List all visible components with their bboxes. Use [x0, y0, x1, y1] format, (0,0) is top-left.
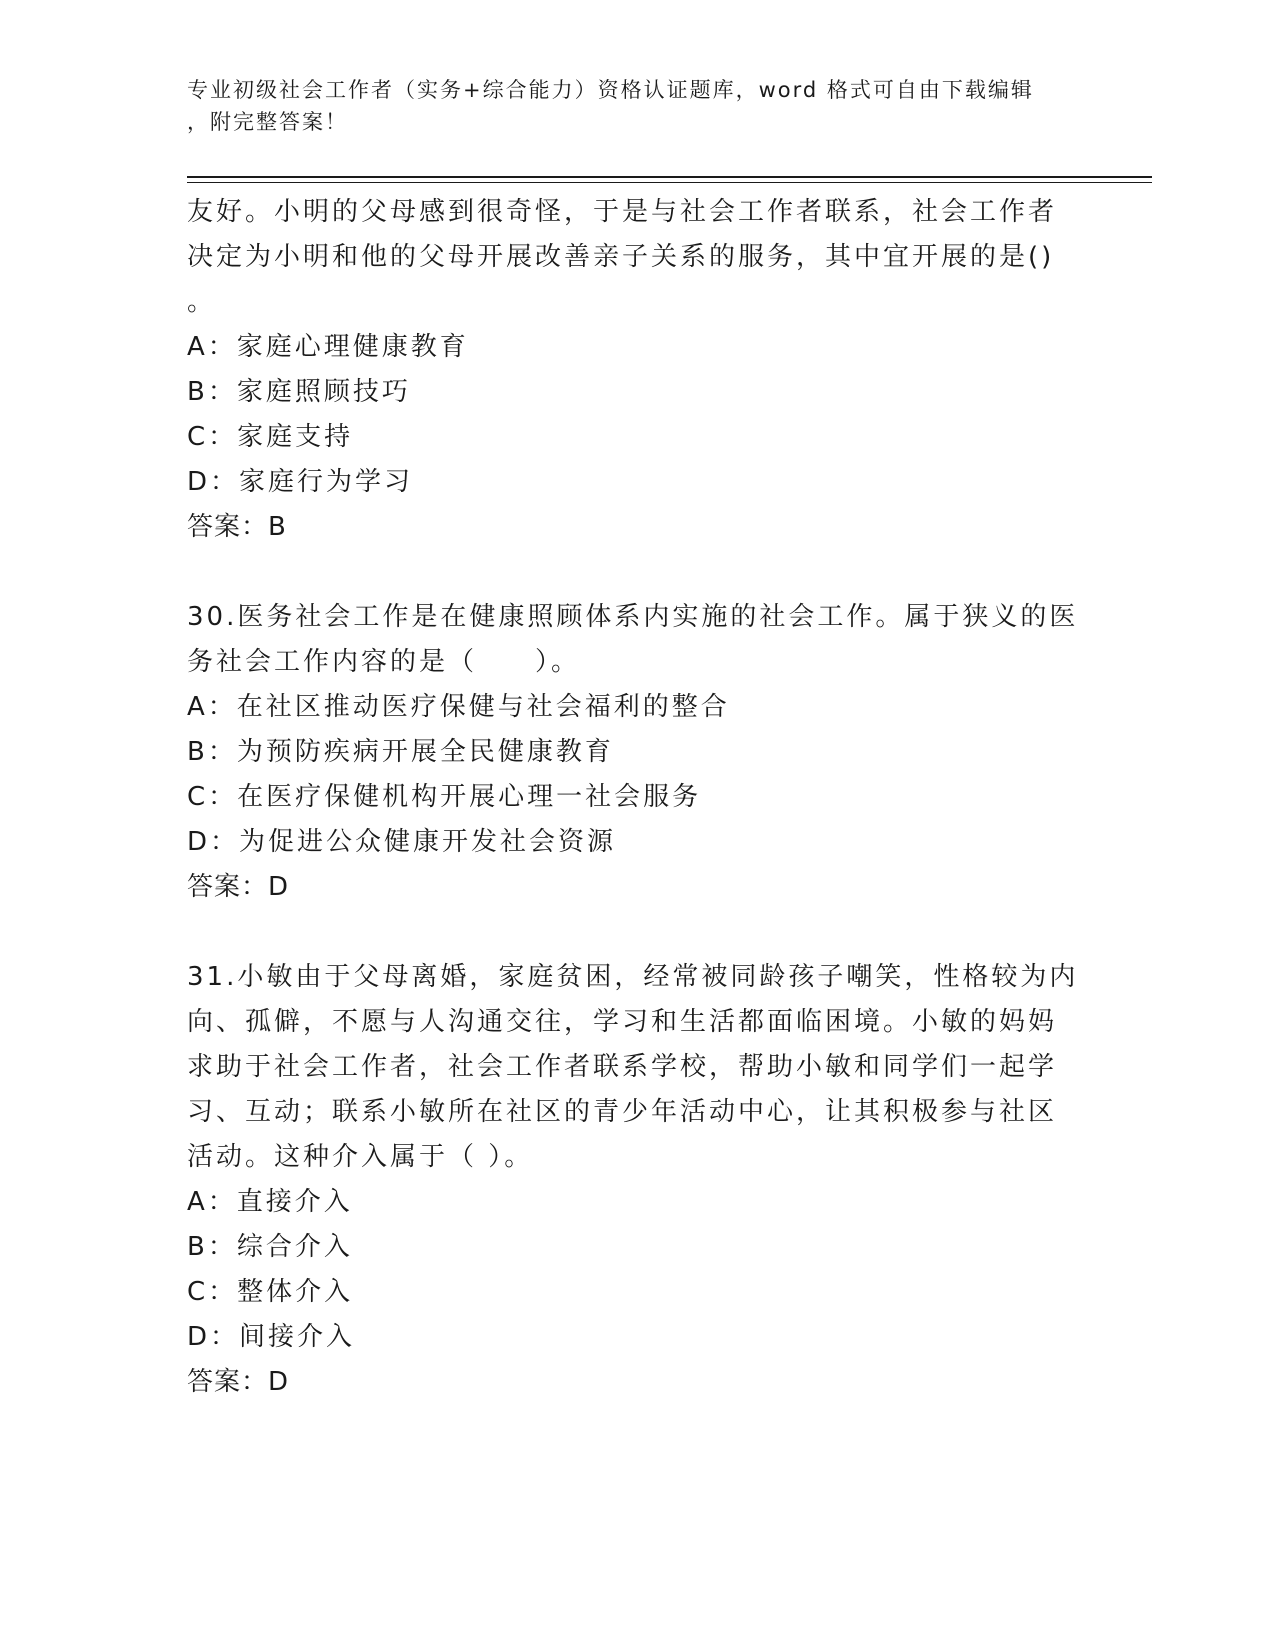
header-divider-thin [187, 182, 1152, 183]
option-d: D：间接介入 [187, 1322, 356, 1352]
answer-line: 答案：D [187, 1367, 290, 1397]
option-b: B：综合介入 [187, 1232, 353, 1262]
question-stem-line: 求助于社会工作者，社会工作者联系学校，帮助小敏和同学们一起学 [187, 1052, 1058, 1082]
question-stem-line: 。 [187, 287, 217, 317]
question-stem-line: 31.小敏由于父母离婚，家庭贫困，经常被同龄孩子嘲笑，性格较为内 [187, 962, 1079, 992]
question-stem-line: 友好。小明的父母感到很奇怪，于是与社会工作者联系，社会工作者 [187, 197, 1058, 227]
header-divider-thick [187, 176, 1152, 178]
question-stem-line: 活动。这种介入属于（ ）。 [187, 1142, 534, 1172]
question-stem-line: 向、孤僻，不愿与人沟通交往，学习和生活都面临困境。小敏的妈妈 [187, 1007, 1058, 1037]
document-header [187, 74, 1087, 138]
option-b: B：为预防疾病开展全民健康教育 [187, 737, 614, 767]
question-list [187, 190, 1087, 1405]
question-29 [187, 190, 1087, 550]
option-c: C：在医疗保健机构开展心理一社会服务 [187, 782, 702, 812]
option-a: A：家庭心理健康教育 [187, 332, 469, 362]
answer-line: 答案：B [187, 512, 287, 542]
option-d: D：为促进公众健康开发社会资源 [187, 827, 617, 857]
option-c: C：整体介入 [187, 1277, 354, 1307]
question-stem-line: 30.医务社会工作是在健康照顾体系内实施的社会工作。属于狭义的医 [187, 602, 1079, 632]
option-c: C：家庭支持 [187, 422, 354, 452]
question-stem-line: 务社会工作内容的是（ ）。 [187, 647, 581, 677]
question-31 [187, 955, 1087, 1405]
option-a: A：直接介入 [187, 1187, 353, 1217]
question-30 [187, 595, 1087, 910]
header-line-2: ，附完整答案！ [187, 110, 348, 134]
header-line-1: 专业初级社会工作者（实务+综合能力）资格认证题库，word 格式可自由下载编辑 [187, 78, 1034, 102]
question-stem-line: 习、互动；联系小敏所在社区的青少年活动中心，让其积极参与社区 [187, 1097, 1058, 1127]
option-b: B：家庭照顾技巧 [187, 377, 411, 407]
option-a: A：在社区推动医疗保健与社会福利的整合 [187, 692, 730, 722]
answer-line: 答案：D [187, 872, 290, 902]
option-d: D：家庭行为学习 [187, 467, 414, 497]
question-stem-line: 决定为小明和他的父母开展改善亲子关系的服务，其中宜开展的是() [187, 242, 1055, 272]
